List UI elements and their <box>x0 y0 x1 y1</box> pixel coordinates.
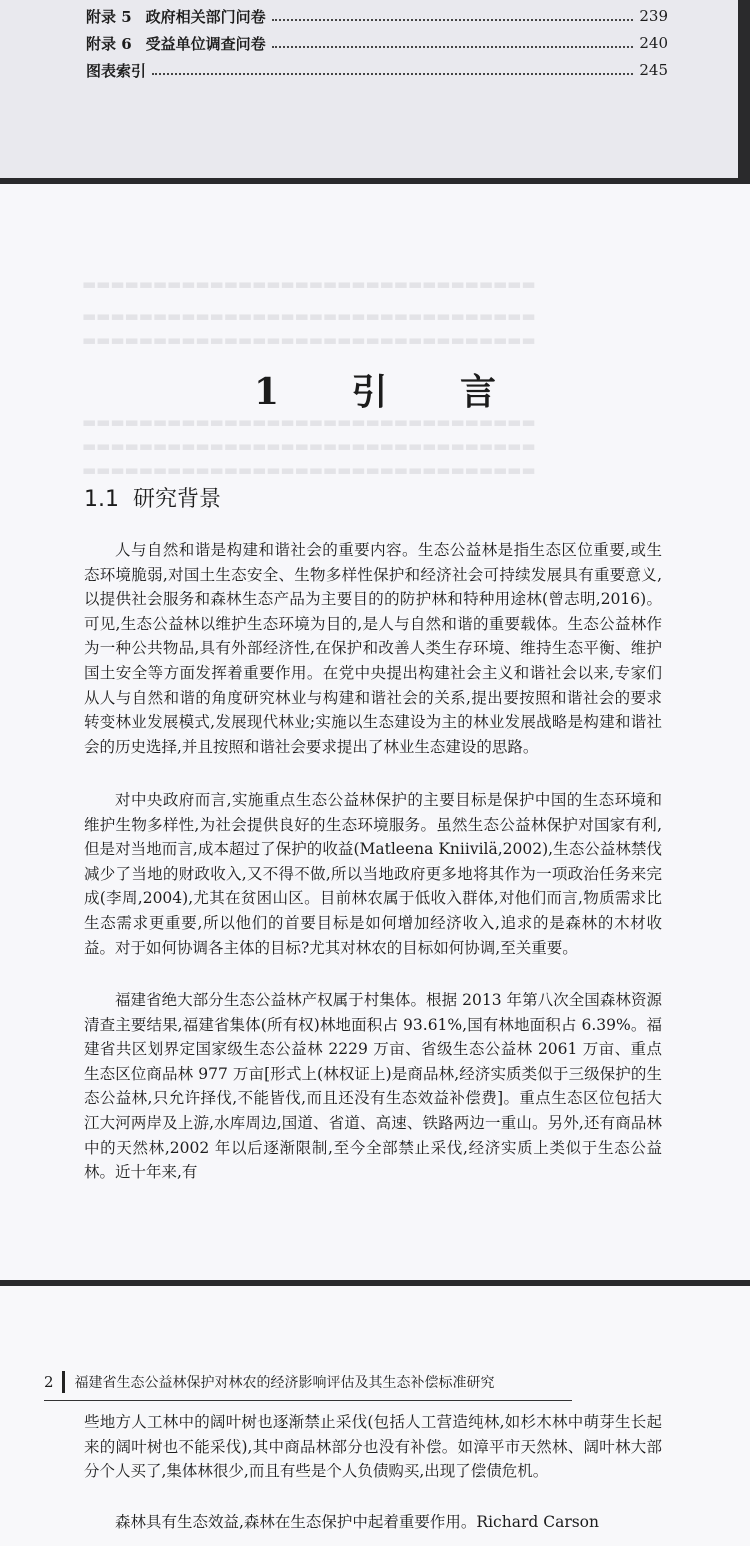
bleed-through-texture: ▬▬▬▬▬▬▬▬▬▬▬▬▬▬▬▬▬▬▬▬▬▬▬▬▬▬▬▬▬▬▬▬ <box>82 437 536 455</box>
toc-entry-title: 图表索引 <box>86 61 147 80</box>
page-number: 2 <box>44 1373 54 1391</box>
toc-entry <box>86 4 668 28</box>
toc-entry <box>86 58 668 82</box>
toc-page-fragment <box>0 0 738 178</box>
chapter-title: 1 引 言 <box>253 371 527 413</box>
toc-entry-label: 附录 5 <box>86 7 132 26</box>
chapter-page <box>0 184 750 1280</box>
bleed-through-texture: ▬▬▬▬▬▬▬▬▬▬▬▬▬▬▬▬▬▬▬▬▬▬▬▬▬▬▬▬▬▬▬▬ <box>82 461 536 479</box>
toc-leader-dots <box>272 19 634 21</box>
body-paragraph: 福建省绝大部分生态公益林产权属于村集体。根据 2013 年第八次全国森林资源清查主要结果,福建省集体(所有权)林地面积占 93.61%,国有林地面积占 6.39%。福建省共区划界定国家级生态公益林 2229 万亩、省级生态公益林 2061 万亩、重点生态区位商品林 977 万亩[形式上(林权证上)是商品林,经济实质类似于三级保护的生态公益林,只允许择伐,不能皆伐,而且还没有生态效益补偿费]。重点生态区位包括大江大河两岸及上游,水库周边,国道、省道、高速、铁路两边一重山。另外,还有商品林中的天然林,2002 年以后逐渐限制,至今全部禁止采伐,经济实质上类似于生态公益林。近十年来,有 <box>84 991 662 1182</box>
section-heading <box>84 482 221 513</box>
toc-entry-label: 附录 6 <box>86 34 132 53</box>
section-number: 1.1 <box>84 487 119 512</box>
toc-entry-title: 受益单位调查问卷 <box>145 34 266 53</box>
body-paragraph: 森林具有生态效益,森林在生态保护中起着重要作用。Richard Carson <box>115 1513 599 1531</box>
toc-entry-page: 239 <box>639 7 668 25</box>
bleed-through-texture: ▬▬▬▬▬▬▬▬▬▬▬▬▬▬▬▬▬▬▬▬▬▬▬▬▬▬▬▬▬▬▬▬ <box>82 331 536 349</box>
body-paragraph: 人与自然和谐是构建和谐社会的重要内容。生态公益林是指生态区位重要,或生态环境脆弱,对国土生态安全、生物多样性保护和经济社会可持续发展具有重要意义,以提供社会服务和森林生态产品为主要目的的防护林和特种用途林(曾志明,2016)。可见,生态公益林以维护生态环境为目的,是人与自然和谐的重要载体。生态公益林作为一种公共物品,具有外部经济性,在保护和改善人类生存环境、维持生态平衡、维护国土安全等方面发挥着重要作用。在党中央提出构建社会主义和谐社会以来,专家们从人与自然和谐的角度研究林业与构建和谐社会的关系,提出要按照和谐社会的要求转变林业发展模式,发展现代林业;实施以生态建设为主的林业发展战略是构建和谐社会的历史选择,并且按照和谐社会要求提出了林业生态建设的思路。 <box>84 541 662 756</box>
toc-entry-page: 240 <box>639 34 668 52</box>
toc-leader-dots <box>272 46 634 48</box>
header-rule <box>44 1400 572 1401</box>
bleed-through-texture: ▬▬▬▬▬▬▬▬▬▬▬▬▬▬▬▬▬▬▬▬▬▬▬▬▬▬▬▬▬▬▬▬ <box>82 413 536 431</box>
bleed-through-texture: ▬▬▬▬▬▬▬▬▬▬▬▬▬▬▬▬▬▬▬▬▬▬▬▬▬▬▬▬▬▬▬▬ <box>82 275 536 293</box>
toc-entry <box>86 31 668 55</box>
running-header <box>44 1370 495 1394</box>
section-title: 研究背景 <box>133 487 222 512</box>
body-paragraph: 些地方人工林中的阔叶树也逐渐禁止采伐(包括人工营造纯林,如杉木林中萌芽生长起来的阔叶树也不能采伐),其中商品林部分也没有补偿。如漳平市天然林、阔叶林大部分个人买了,集体林很少,而且有些是个人负债购买,出现了偿债危机。 <box>84 1413 662 1481</box>
next-page-fragment <box>0 1286 750 1546</box>
body-paragraph: 对中央政府而言,实施重点生态公益林保护的主要目标是保护中国的生态环境和维护生物多样性,为社会提供良好的生态环境服务。虽然生态公益林保护对国家有利,但是对当地而言,成本超过了保护的收益(Matleena Kniivilä,2002),生态公益林禁伐减少了当地的财政收入,又不得不做,所以当地政府更多地将其作为一项政治任务来完成(李周,2004),尤其在贫困山区。目前林农属于低收入群体,对他们而言,物质需求比生态需求更重要,所以他们的首要目标是如何增加经济收入,追求的是森林的木材收益。对于如何协调各主体的目标?尤其对林农的目标如何协调,至关重要。 <box>84 791 662 957</box>
toc-entry-page: 245 <box>639 61 668 79</box>
toc-entry-title: 政府相关部门问卷 <box>145 7 266 26</box>
bleed-through-texture: ▬▬▬▬▬▬▬▬▬▬▬▬▬▬▬▬▬▬▬▬▬▬▬▬▬▬▬▬▬▬▬▬ <box>82 307 536 325</box>
running-head-title: 福建省生态公益林保护对林农的经济影响评估及其生态补偿标准研究 <box>74 1375 495 1391</box>
toc-leader-dots <box>152 73 633 75</box>
header-bar-mark <box>62 1371 65 1393</box>
